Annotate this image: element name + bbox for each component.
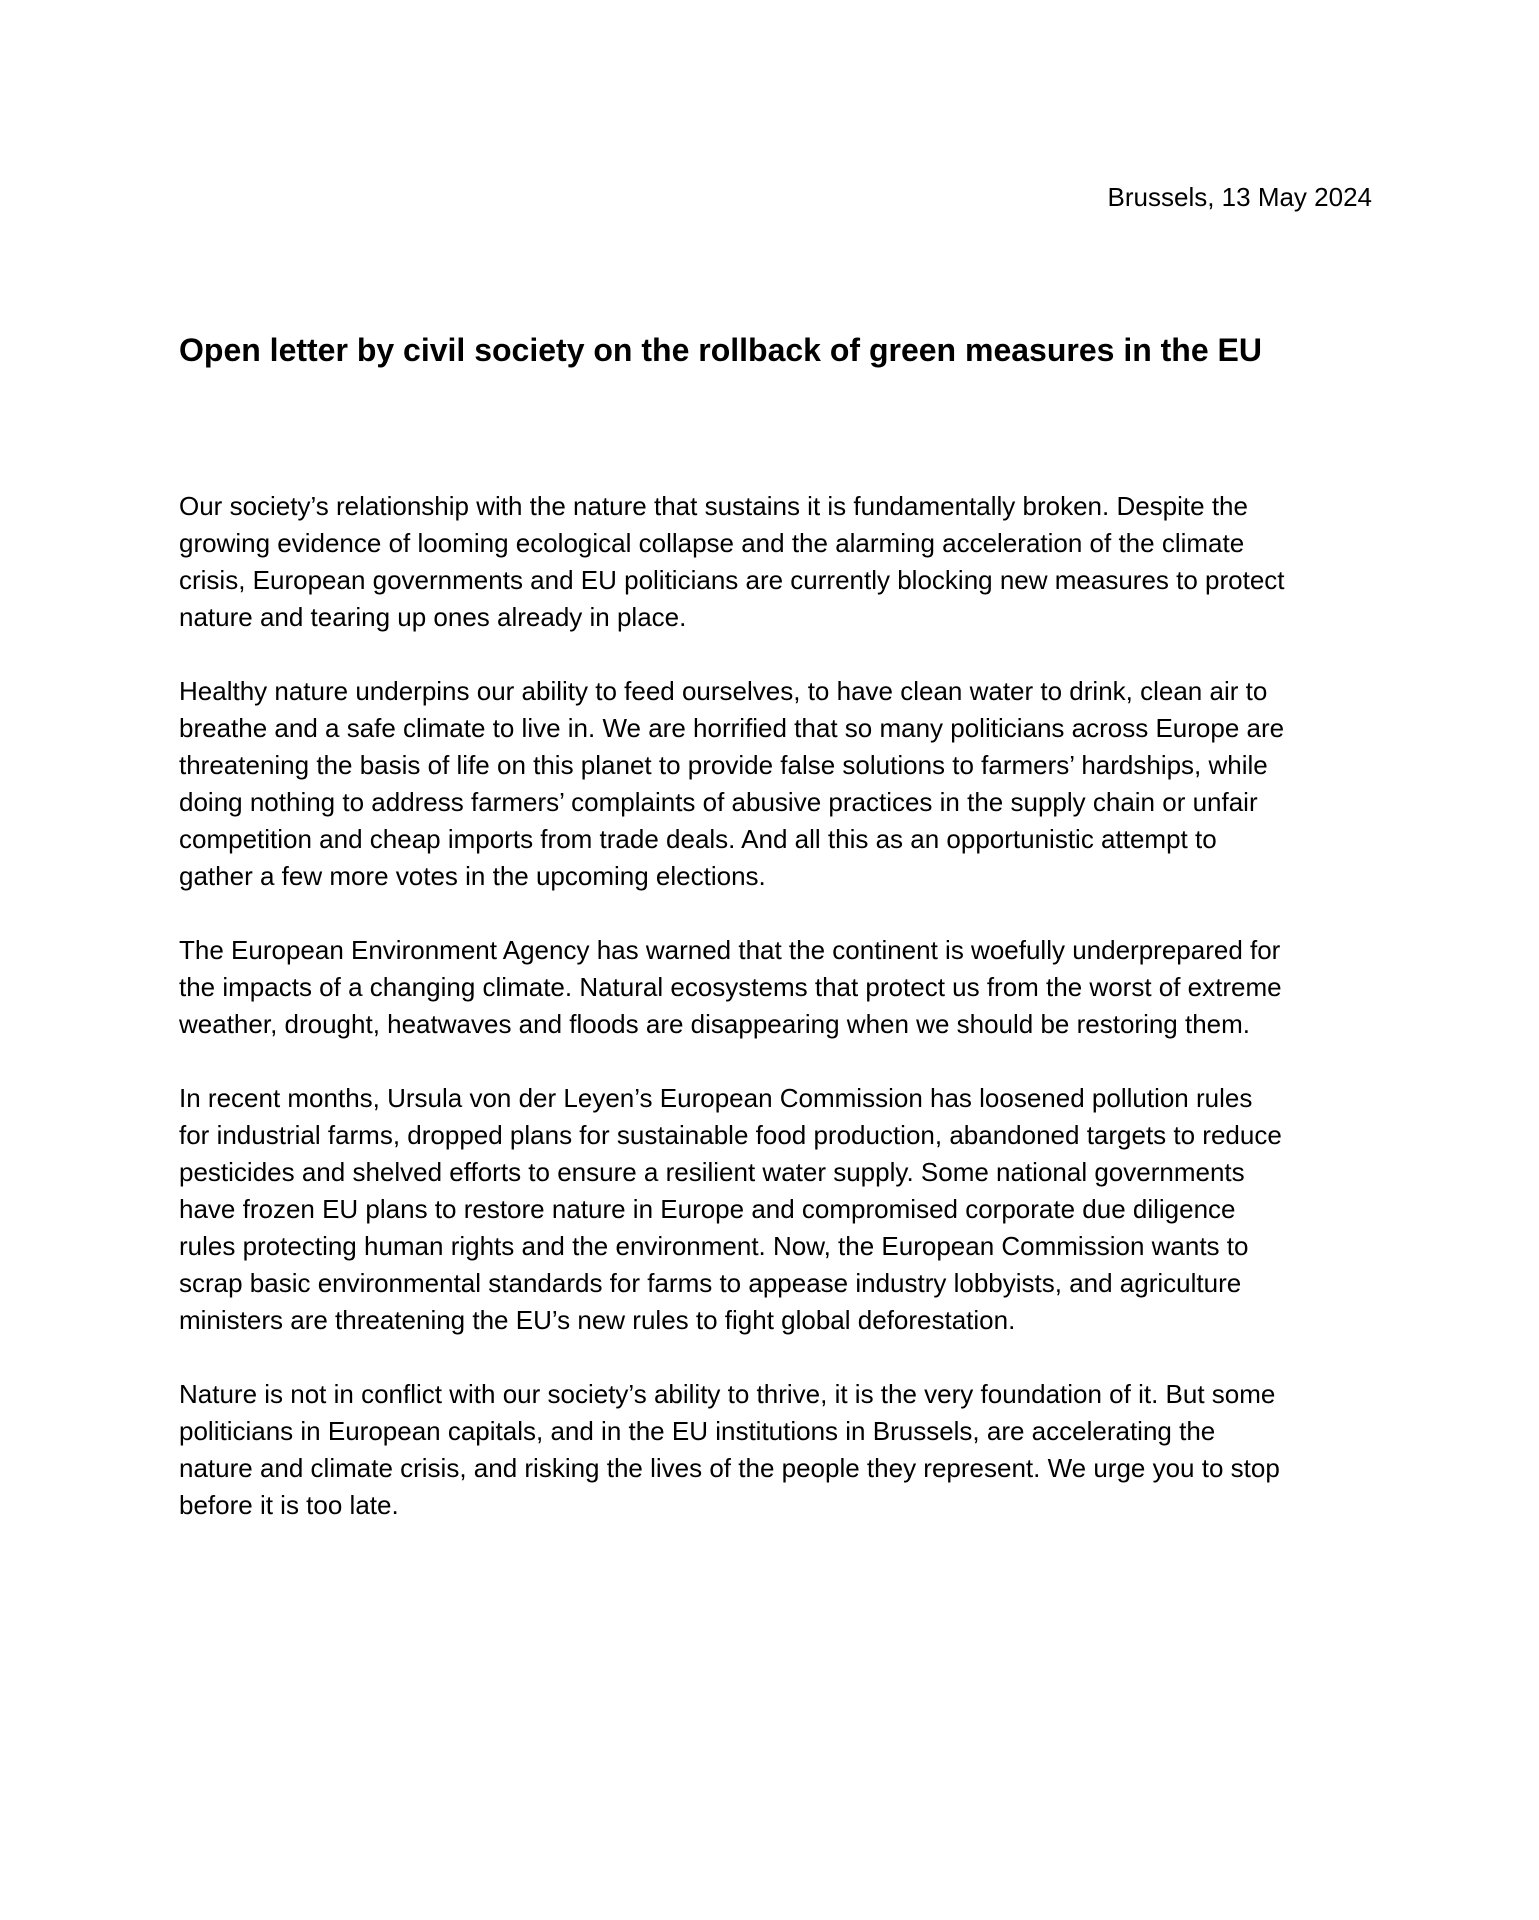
paragraph-line: the impacts of a changing climate. Natural ecosystems that protect us from the worst of extreme [179,972,1282,1002]
letter-paragraph [179,1080,1379,1339]
paragraph-line: weather, drought, heatwaves and floods are disappearing when we should be restoring them. [179,1009,1251,1039]
letter-title: Open letter by civil society on the rollback of green measures in the EU [179,332,1262,368]
paragraph-line: crisis, European governments and EU politicians are currently blocking new measures to protect [179,565,1285,595]
letter-body [179,488,1379,1561]
paragraph-line: ministers are threatening the EU’s new rules to fight global deforestation. [179,1305,1016,1335]
paragraph-line: have frozen EU plans to restore nature in Europe and compromised corporate due diligence [179,1194,1236,1224]
paragraph-line: growing evidence of looming ecological collapse and the alarming acceleration of the climate [179,528,1245,558]
paragraph-line: scrap basic environmental standards for farms to appease industry lobbyists, and agriculture [179,1268,1242,1298]
paragraph-line: The European Environment Agency has warned that the continent is woefully underprepared for [179,935,1281,965]
letter-paragraph [179,1376,1379,1524]
paragraph-line: pesticides and shelved efforts to ensure a resilient water supply. Some national governments [179,1157,1245,1187]
paragraph-line: competition and cheap imports from trade deals. And all this as an opportunistic attempt to [179,824,1217,854]
paragraph-line: Our society’s relationship with the nature that sustains it is fundamentally broken. Despite the [179,491,1248,521]
paragraph-line: rules protecting human rights and the environment. Now, the European Commission wants to [179,1231,1249,1261]
letter-paragraph [179,488,1379,636]
paragraph-line: doing nothing to address farmers’ complaints of abusive practices in the supply chain or unfair [179,787,1258,817]
paragraph-line: In recent months, Ursula von der Leyen’s European Commission has loosened pollution rules [179,1083,1253,1113]
paragraph-line: nature and tearing up ones already in place. [179,602,687,632]
paragraph-line: Healthy nature underpins our ability to feed ourselves, to have clean water to drink, clean air to [179,676,1268,706]
letter-paragraph [179,932,1379,1043]
paragraph-line: nature and climate crisis, and risking the lives of the people they represent. We urge you to stop [179,1453,1280,1483]
paragraph-line: Nature is not in conflict with our society’s ability to thrive, it is the very foundation of it. But some [179,1379,1276,1409]
paragraph-line: gather a few more votes in the upcoming elections. [179,861,766,891]
letter-date: Brussels, 13 May 2024 [1107,182,1372,212]
paragraph-line: before it is too late. [179,1490,399,1520]
paragraph-line: politicians in European capitals, and in the EU institutions in Brussels, are accelerating the [179,1416,1216,1446]
paragraph-line: threatening the basis of life on this planet to provide false solutions to farmers’ hardships, while [179,750,1268,780]
paragraph-line: for industrial farms, dropped plans for sustainable food production, abandoned targets to reduce [179,1120,1282,1150]
letter-paragraph [179,673,1379,895]
paragraph-line: breathe and a safe climate to live in. We are horrified that so many politicians across Europe are [179,713,1285,743]
